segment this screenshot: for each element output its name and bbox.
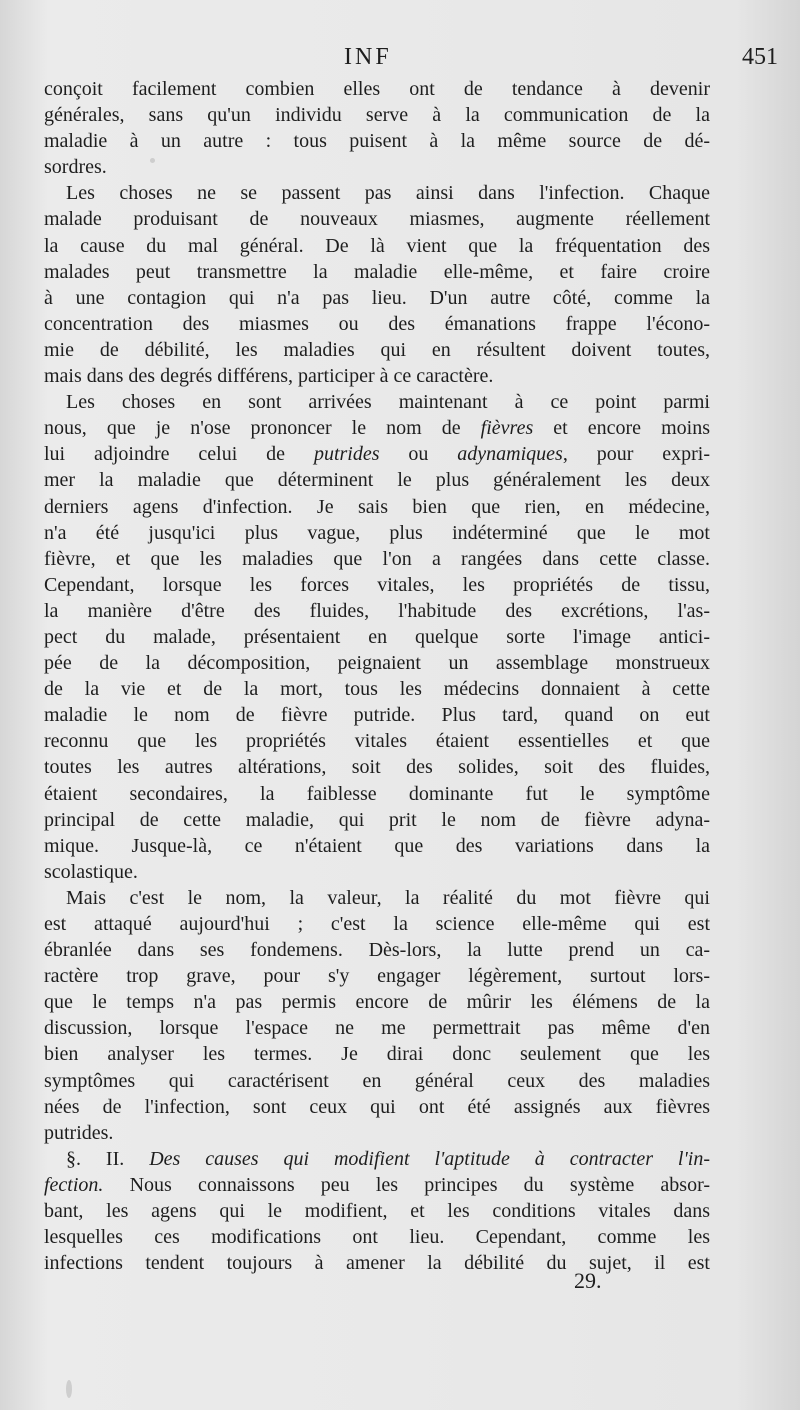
- text-line: fection. Nous connaissons peu les principes du système absor-: [44, 1173, 710, 1196]
- text-line: fièvre, et que les maladies que l'on a rangées dans cette classe.: [44, 547, 710, 570]
- text-line: discussion, lorsque l'espace ne me permettrait pas même d'en: [44, 1017, 710, 1040]
- text-line: toutes les autres altérations, soit des solides, soit des fluides,: [44, 756, 710, 779]
- text-line: mer la maladie que déterminent le plus généralement les deux: [44, 469, 710, 492]
- text-line: pect du malade, présentaient en quelque sorte l'image antici-: [44, 625, 710, 648]
- page-number: 451: [742, 44, 778, 70]
- running-head: [0, 44, 800, 74]
- text-line: mie de débilité, les maladies qui en résultent doivent toutes,: [44, 338, 710, 361]
- text-line: putrides.: [44, 1121, 114, 1144]
- text-line: que le temps n'a pas permis encore de mûrir les élémens de la: [44, 991, 710, 1014]
- text-line: la manière d'être des fluides, l'habitude des excrétions, l'as-: [44, 599, 710, 622]
- text-line: Les choses ne se passent pas ainsi dans l'infection. Chaque: [66, 182, 710, 205]
- text-line: générales, sans qu'un individu serve à la communication de la: [44, 104, 710, 127]
- text-line: pée de la décomposition, peignaient un assemblage monstrueux: [44, 652, 710, 675]
- text-line: mique. Jusque-là, ce n'étaient que des variations dans la: [44, 834, 710, 857]
- text-line: ractère trop grave, pour s'y engager légèrement, surtout lors-: [44, 965, 710, 988]
- text-line: derniers agens d'infection. Je sais bien que rien, en médecine,: [44, 495, 710, 518]
- text-line: nous, que je n'ose prononcer le nom de fièvres et encore moins: [44, 417, 710, 440]
- text-line: principal de cette maladie, qui prit le nom de fièvre adyna-: [44, 808, 710, 831]
- text-line: reconnu que les propriétés vitales étaient essentielles et que: [44, 730, 710, 753]
- ink-smudge: [66, 1380, 72, 1398]
- text-line: sordres.: [44, 156, 107, 179]
- text-line: malade produisant de nouveaux miasmes, augmente réellement: [44, 208, 710, 231]
- text-line: mais dans des degrés différens, participer à ce caractère.: [44, 365, 494, 388]
- text-line: bant, les agens qui le modifient, et les conditions vitales dans: [44, 1200, 710, 1223]
- text-line: symptômes qui caractérisent en général ceux des maladies: [44, 1069, 710, 1092]
- text-line: malades peut transmettre la maladie elle-même, et faire croire: [44, 260, 710, 283]
- text-line: à une contagion qui n'a pas lieu. D'un autre côté, comme la: [44, 286, 710, 309]
- text-line: ébranlée dans ses fondemens. Dès-lors, la lutte prend un ca-: [44, 939, 710, 962]
- text-line: étaient secondaires, la faiblesse dominante fut le symptôme: [44, 782, 710, 805]
- text-line: de la vie et de la mort, tous les médecins donnaient à cette: [44, 678, 710, 701]
- text-line: Cependant, lorsque les forces vitales, les propriétés de tissu,: [44, 573, 710, 596]
- text-line: lui adjoindre celui de putrides ou adynamiques, pour expri-: [44, 443, 711, 466]
- text-line: lesquelles ces modifications ont lieu. Cependant, comme les: [44, 1226, 710, 1249]
- text-line: maladie le nom de fièvre putride. Plus tard, quand on eut: [44, 704, 710, 727]
- text-line: infections tendent toujours à amener la débilité du sujet, il est: [44, 1252, 710, 1275]
- text-line: Les choses en sont arrivées maintenant à ce point parmi: [66, 391, 710, 414]
- text-line: est attaqué aujourd'hui ; c'est la science elle-même qui est: [44, 913, 710, 935]
- text-line: §. II. Des causes qui modifient l'aptitude à contracter l'in-: [66, 1147, 710, 1170]
- text-line: Mais c'est le nom, la valeur, la réalité du mot fièvre qui: [66, 886, 710, 909]
- text-line: conçoit facilement combien elles ont de tendance à devenir: [44, 78, 710, 100]
- ink-smudge: [150, 158, 155, 163]
- text-line: concentration des miasmes ou des émanations frappe l'écono-: [44, 312, 710, 335]
- text-line: scolastique.: [44, 860, 138, 883]
- running-title: INF: [344, 44, 392, 70]
- text-line: bien analyser les termes. Je dirai donc seulement que les: [44, 1043, 710, 1066]
- signature-mark: 29.: [574, 1268, 602, 1293]
- text-line: la cause du mal général. De là vient que la fréquentation des: [44, 234, 710, 257]
- text-line: n'a été jusqu'ici plus vague, plus indéterminé que le mot: [44, 521, 710, 544]
- text-line: maladie à un autre : tous puisent à la même source de dé-: [44, 130, 710, 153]
- body-text: [44, 76, 710, 1276]
- text-line: nées de l'infection, sont ceux qui ont été assignés aux fièvres: [44, 1095, 710, 1118]
